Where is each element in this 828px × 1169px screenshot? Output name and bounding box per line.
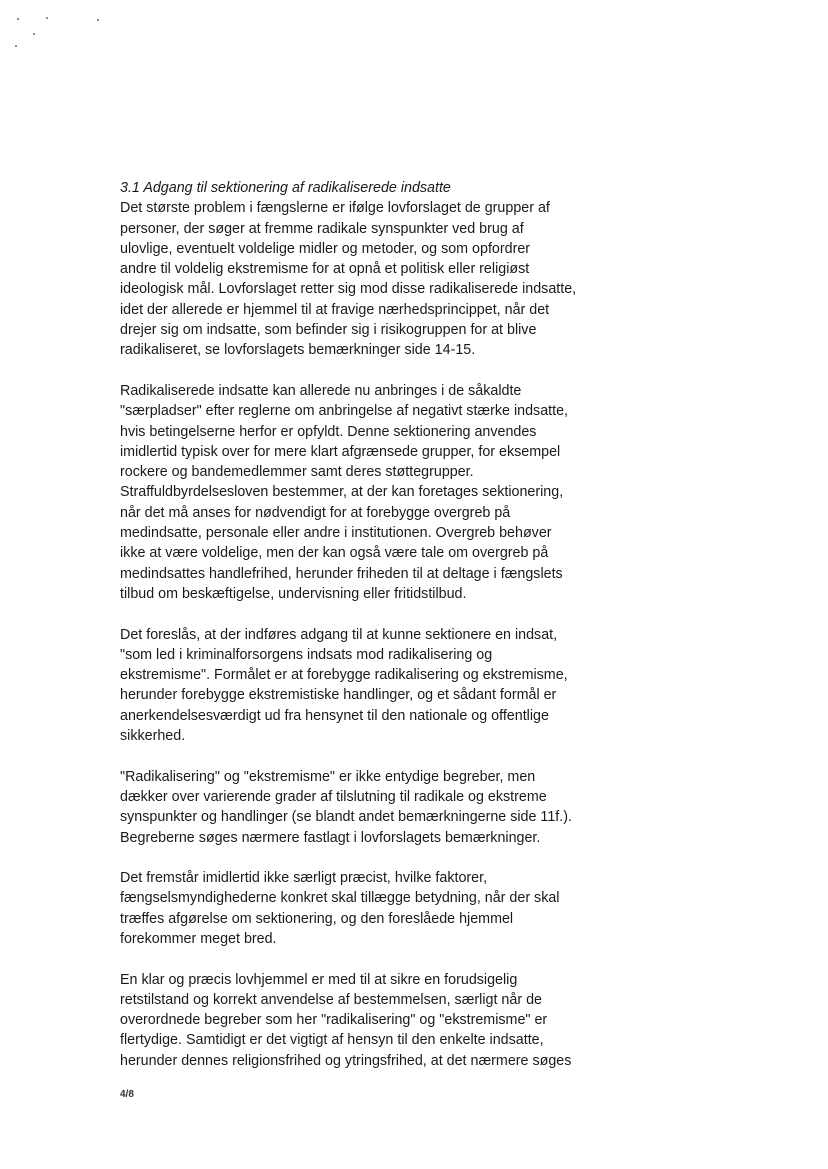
- page-number: 4/8: [120, 1089, 134, 1100]
- scan-speck: [97, 19, 99, 21]
- paragraph-line: medindsattes handlefrihed, herunder friheden til at deltage i fængslets: [120, 565, 563, 582]
- paragraph-line: Radikaliserede indsatte kan allerede nu anbringes i de såkaldte: [120, 382, 522, 399]
- paragraph-line: forekommer meget bred.: [120, 930, 277, 947]
- paragraph: [120, 625, 590, 747]
- paragraph-line: anerkendelsesværdigt ud fra hensynet til den nationale og offentlige: [120, 707, 549, 724]
- paragraph: [120, 970, 590, 1071]
- paragraph-line: andre til voldelig ekstremisme for at opnå et politisk eller religiøst: [120, 261, 530, 278]
- paragraph-line: ekstremisme". Formålet er at forebygge radikalisering og ekstremisme,: [120, 667, 568, 684]
- paragraph-line: træffes afgørelse om sektionering, og den foreslåede hjemmel: [120, 910, 514, 927]
- paragraph: [120, 767, 590, 848]
- paragraph-line: personer, der søger at fremme radikale synspunkter ved brug af: [120, 220, 524, 237]
- paragraph-line: medindsatte, personale eller andre i institutionen. Overgreb behøver: [120, 525, 552, 542]
- scan-speck: [17, 18, 19, 20]
- paragraph-line: "særpladser" efter reglerne om anbringelse af negativt stærke indsatte,: [120, 403, 569, 420]
- paragraph-line: hvis betingelserne herfor er opfyldt. Denne sektionering anvendes: [120, 423, 537, 440]
- paragraph-line: "som led i kriminalforsorgens indsats mod radikalisering og: [120, 646, 493, 663]
- section-heading: 3.1 Adgang til sektionering af radikaliserede indsatte: [120, 180, 451, 196]
- paragraph-line: radikaliseret, se lovforslagets bemærkninger side 14-15.: [120, 342, 476, 359]
- paragraph-line: En klar og præcis lovhjemmel er med til at sikre en forudsigelig: [120, 971, 518, 988]
- paragraph: [120, 198, 590, 360]
- paragraph: [120, 868, 590, 949]
- paragraph-line: rockere og bandemedlemmer samt deres støttegrupper.: [120, 464, 474, 481]
- paragraph-line: synspunkter og handlinger (se blandt andet bemærkningerne side 11f.).: [120, 809, 572, 826]
- paragraph-line: fængselsmyndighederne konkret skal tillægge betydning, når der skal: [120, 890, 560, 907]
- scan-speck: [33, 33, 35, 35]
- paragraph-line: ikke at være voldelige, men der kan også være tale om overgreb på: [120, 545, 549, 562]
- scan-speck: [15, 45, 17, 47]
- paragraph-line: herunder dennes religionsfrihed og ytringsfrihed, at det nærmere søges: [120, 1052, 572, 1069]
- paragraph-line: idet der allerede er hjemmel til at fravige nærhedsprincippet, når det: [120, 301, 550, 318]
- paragraph: [120, 381, 590, 604]
- paragraph-list: [120, 198, 590, 1071]
- paragraph-line: flertydige. Samtidigt er det vigtigt af hensyn til den enkelte indsatte,: [120, 1032, 544, 1049]
- paragraph-line: "Radikalisering" og "ekstremisme" er ikke entydige begreber, men: [120, 768, 536, 785]
- paragraph-line: Det foreslås, at der indføres adgang til at kunne sektionere en indsat,: [120, 626, 558, 643]
- paragraph-line: herunder forebygge ekstremistiske handlinger, og et sådant formål er: [120, 687, 557, 704]
- paragraph-line: Begreberne søges nærmere fastlagt i lovforslagets bemærkninger.: [120, 829, 541, 846]
- document-body: [120, 178, 590, 1091]
- paragraph-line: Det fremstår imidlertid ikke særligt præcist, hvilke faktorer,: [120, 870, 488, 887]
- scan-speck: [46, 17, 48, 19]
- paragraph-line: ideologisk mål. Lovforslaget retter sig mod disse radikaliserede indsatte,: [120, 281, 577, 298]
- paragraph-line: imidlertid typisk over for mere klart afgrænsede grupper, for eksempel: [120, 443, 561, 460]
- paragraph-line: Straffuldbyrdelsesloven bestemmer, at der kan foretages sektionering,: [120, 484, 564, 501]
- paragraph-line: drejer sig om indsatte, som befinder sig i risikogruppen for at blive: [120, 322, 537, 339]
- paragraph-line: når det må anses for nødvendigt for at forebygge overgreb på: [120, 504, 511, 521]
- paragraph-line: overordnede begreber som her "radikalisering" og "ekstremisme" er: [120, 1012, 548, 1029]
- paragraph-line: retstilstand og korrekt anvendelse af bestemmelsen, særligt når de: [120, 991, 542, 1008]
- paragraph-line: tilbud om beskæftigelse, undervisning eller fritidstilbud.: [120, 585, 467, 602]
- paragraph-line: Det største problem i fængslerne er ifølge lovforslaget de grupper af: [120, 200, 550, 217]
- paragraph-line: dækker over varierende grader af tilslutning til radikale og ekstreme: [120, 788, 547, 805]
- paragraph-line: ulovlige, eventuelt voldelige midler og metoder, og som opfordrer: [120, 240, 531, 257]
- paragraph-line: sikkerhed.: [120, 728, 186, 745]
